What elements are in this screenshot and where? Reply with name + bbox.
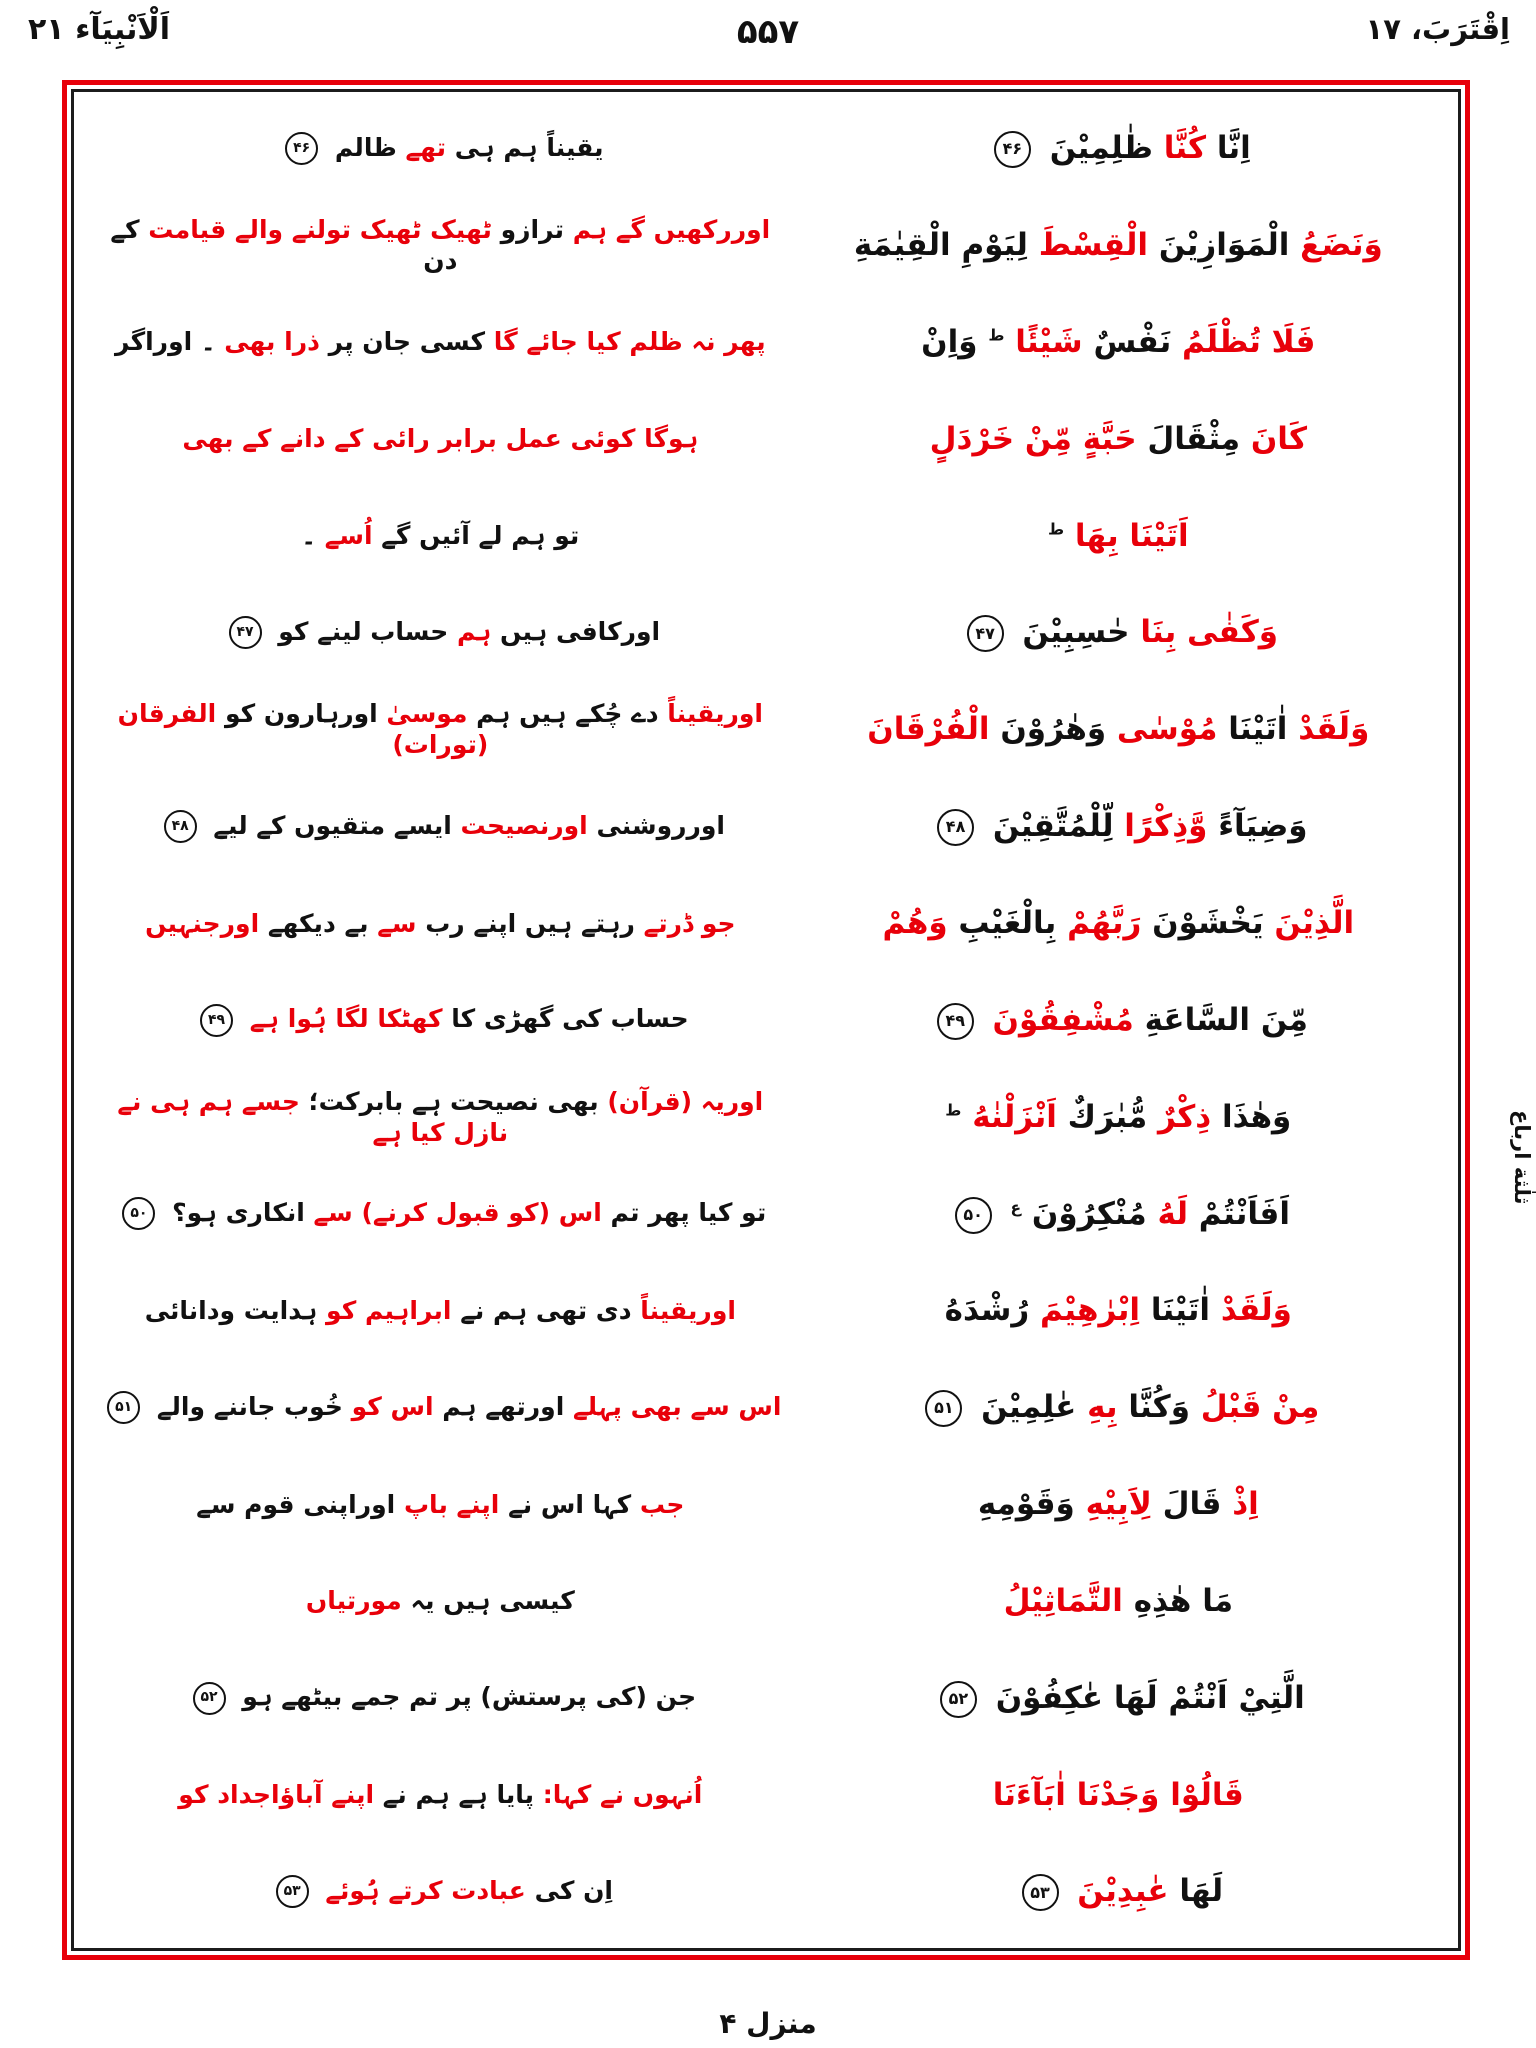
text-segment: ہوگا کوئی عمل برابر رائی کے دانے کے بھی	[182, 424, 699, 454]
text-segment: ظٰلِمِيْنَ	[1049, 130, 1153, 167]
text-segment: ذرا بھی	[224, 327, 320, 357]
urdu-translation-text	[88, 1779, 793, 1810]
verse-row	[88, 681, 1444, 778]
text-segment: جن (کی پرستش) پر تم جمے بیٹھے ہو	[242, 1682, 697, 1712]
verse-number-badge: ۵۱	[107, 1391, 140, 1424]
urdu-translation-text	[88, 1295, 793, 1326]
urdu-translation-text	[88, 1086, 793, 1149]
verse-number-badge: ۵۰	[955, 1197, 992, 1234]
text-segment: ط	[945, 1101, 962, 1120]
arabic-verse-text	[793, 419, 1444, 459]
text-segment: ط	[1047, 520, 1065, 539]
text-segment: اوریہ (قرآن)	[607, 1086, 764, 1116]
urdu-translation-text	[88, 1391, 793, 1425]
text-segment: لِيَوْمِ الْقِيٰمَةِ	[853, 227, 1028, 264]
text-segment: اس (کو قبول کرنے) سے	[313, 1197, 602, 1227]
text-segment: اُسے	[324, 521, 373, 551]
verse-number-badge: ۴۹	[200, 1004, 233, 1037]
urdu-translation-text	[88, 1197, 793, 1231]
text-segment: كَانَ	[1250, 420, 1307, 457]
text-segment: اِنَّا	[1216, 130, 1251, 167]
text-segment: اَتَيْنَا بِهَا	[1074, 517, 1189, 554]
text-segment: عٰلِمِيْنَ	[981, 1389, 1077, 1426]
text-segment: الفرقان (تورات)	[117, 699, 489, 760]
text-segment: لَهَا	[1179, 1873, 1224, 1910]
verse-number-badge: ۴۸	[937, 809, 974, 846]
verse-row	[88, 1746, 1444, 1843]
text-segment: وَهٰذَا	[1222, 1098, 1292, 1135]
verse-number-badge: ۴۷	[229, 616, 262, 649]
text-segment: حساب لینے کو	[278, 616, 449, 646]
verse-number-badge: ۵۲	[940, 1681, 977, 1718]
text-segment: اوراپنی قوم سے	[196, 1489, 396, 1519]
text-segment: کہا اس نے	[508, 1489, 632, 1519]
verse-rows	[88, 100, 1444, 1940]
text-segment: كُنَّا	[1163, 130, 1207, 167]
text-segment: اُنہوں نے کہا:	[542, 1780, 703, 1810]
verse-row	[88, 197, 1444, 294]
text-segment: مُنْكِرُوْنَ	[1031, 1195, 1147, 1232]
text-segment: ہدایت ودانائی	[144, 1295, 318, 1325]
text-segment: وَضِيَآءً	[1218, 808, 1308, 845]
verse-row	[88, 1843, 1444, 1940]
arabic-verse-text	[793, 1097, 1444, 1137]
arabic-verse-text	[793, 1871, 1444, 1911]
text-segment: الَّتِيْ اَنْتُمْ لَهَا عٰكِفُوْنَ	[995, 1679, 1305, 1716]
text-segment: ع	[1010, 1198, 1022, 1217]
text-segment: کسی جان پر	[328, 327, 486, 357]
text-segment: تھے	[405, 132, 447, 162]
text-segment: وَكُنَّا	[1128, 1389, 1190, 1426]
text-segment: پھر نہ ظلم کیا جائے گا	[493, 327, 766, 357]
text-segment: بِالْغَيْبِ	[958, 905, 1057, 942]
text-segment: بھی نصیحت ہے بابرکت؛	[308, 1086, 599, 1116]
text-segment: ترازو	[500, 215, 565, 245]
text-segment: بے دیکھے	[267, 908, 369, 938]
text-segment: اِبْرٰهِيْمَ	[1040, 1292, 1141, 1329]
verse-row	[88, 1262, 1444, 1359]
juz-header: اِقْتَرَبَ، ۱۷	[1365, 12, 1510, 46]
text-segment: وَكَفٰى بِنَا	[1140, 614, 1279, 651]
arabic-verse-text	[793, 516, 1444, 556]
text-segment: مَا هٰذِهِ	[1133, 1582, 1234, 1619]
text-segment: دی تھی ہم نے	[460, 1295, 632, 1325]
urdu-translation-text	[88, 214, 793, 277]
text-segment: اپنے آباؤاجداد کو	[178, 1780, 375, 1810]
text-segment: وَلَقَدْ	[1220, 1292, 1292, 1329]
text-segment: وَقَوْمِهِ	[977, 1486, 1075, 1523]
text-segment: قیامت	[148, 215, 227, 245]
text-segment: اورجنہیں	[145, 908, 260, 938]
verse-number-badge: ۵۳	[1022, 1874, 1059, 1911]
arabic-verse-text	[793, 709, 1444, 749]
text-segment: یقیناً ہم ہی	[454, 132, 604, 162]
verse-row	[88, 1165, 1444, 1262]
arabic-verse-text	[793, 1581, 1444, 1621]
margin-marker: ثلٰثة ارباع	[1510, 1110, 1534, 1205]
footer-manzil: منزل ۴	[719, 2007, 817, 2040]
text-segment: ظالم	[334, 132, 397, 162]
text-segment: حٰسِبِيْنَ	[1022, 614, 1130, 651]
text-segment: لِّلْمُتَّقِيْنَ	[992, 808, 1114, 845]
text-segment: اپنے باپ	[403, 1489, 500, 1519]
text-segment: ۔ اوراگر	[115, 327, 216, 357]
text-segment: يَخْشَوْنَ	[1152, 905, 1264, 942]
text-segment: عبادت کرتے ہُوئے	[325, 1875, 526, 1905]
text-segment: ط	[988, 326, 1005, 345]
text-segment: اورروشنی	[596, 810, 725, 840]
text-segment: اس کو	[351, 1391, 434, 1421]
verse-row	[88, 1359, 1444, 1456]
text-segment: حساب کی گھڑی کا	[451, 1004, 689, 1034]
text-segment: اَفَاَنْتُمْ	[1198, 1195, 1290, 1232]
verse-row	[88, 875, 1444, 972]
text-segment: اٰتَيْنَا	[1150, 1292, 1211, 1329]
text-segment: نَفْسٌ	[1093, 323, 1172, 360]
text-segment: ٹھیک ٹھیک تولنے والے	[234, 215, 492, 245]
urdu-translation-text	[88, 1003, 793, 1037]
page-number: ۵۵۷	[736, 12, 800, 52]
arabic-verse-text	[793, 1387, 1444, 1427]
text-segment: جسے ہم ہی نے نازل کیا ہے	[117, 1086, 509, 1147]
text-segment: حَبَّةٍ مِّنْ خَرْدَلٍ	[929, 420, 1137, 457]
verse-number-badge: ۴۶	[994, 131, 1031, 168]
verse-number-badge: ۵۳	[276, 1875, 309, 1908]
arabic-verse-text	[793, 1194, 1444, 1234]
text-segment: اِذْ	[1232, 1486, 1259, 1523]
urdu-translation-text	[88, 1681, 793, 1715]
arabic-verse-text	[793, 225, 1444, 265]
text-segment: مِّنَ السَّاعَةِ	[1144, 1001, 1308, 1038]
verse-number-badge: ۴۸	[164, 810, 197, 843]
text-segment: کھٹکا لگا ہُوا ہے	[249, 1004, 443, 1034]
text-segment: مُّبٰرَكٌ	[1067, 1098, 1148, 1135]
text-segment: پایا ہے ہم نے	[382, 1780, 534, 1810]
text-segment: جب	[639, 1489, 685, 1519]
text-segment: عٰبِدِيْنَ	[1077, 1873, 1169, 1910]
urdu-translation-text	[88, 326, 793, 357]
arabic-verse-text	[793, 806, 1444, 846]
verse-number-badge: ۴۶	[285, 132, 318, 165]
urdu-translation-text	[88, 616, 793, 650]
text-segment: الَّذِيْنَ	[1274, 905, 1355, 942]
verse-row	[88, 584, 1444, 681]
text-segment: وَاِنْ	[921, 323, 978, 360]
verse-row	[88, 391, 1444, 488]
urdu-translation-text	[88, 423, 793, 454]
text-segment: اٰتَيْنَا	[1228, 711, 1288, 748]
arabic-verse-text	[793, 1678, 1444, 1718]
verse-row	[88, 100, 1444, 197]
text-segment: تو ہم لے آئیں گے	[381, 521, 580, 551]
text-segment: ذِكْرٌ	[1158, 1098, 1212, 1135]
urdu-translation-text	[88, 908, 793, 939]
verse-number-badge: ۴۹	[937, 1003, 974, 1040]
arabic-verse-text	[793, 322, 1444, 362]
urdu-translation-text	[88, 698, 793, 761]
verse-row	[88, 972, 1444, 1069]
text-segment: اِن کی	[534, 1875, 614, 1905]
text-segment: الْفُرْقَانَ	[867, 711, 990, 748]
arabic-verse-text	[793, 612, 1444, 652]
verse-number-badge: ۴۷	[967, 615, 1004, 652]
text-segment: مُوْسٰى	[1116, 711, 1218, 748]
arabic-verse-text	[793, 128, 1444, 168]
text-segment: تو کیا پھر تم	[610, 1197, 767, 1227]
text-segment: اورنصیحت	[460, 810, 588, 840]
page-frame-inner	[71, 89, 1461, 1951]
text-segment: خُوب جاننے والے	[156, 1391, 343, 1421]
text-segment: ایسے متقیوں کے لیے	[213, 810, 452, 840]
verse-row	[88, 1068, 1444, 1165]
arabic-verse-text	[793, 1775, 1444, 1815]
arabic-verse-text	[793, 1290, 1444, 1330]
urdu-translation-text	[88, 1875, 793, 1909]
text-segment: وَلَقَدْ	[1298, 711, 1370, 748]
text-segment: اورکافی ہیں	[499, 616, 661, 646]
text-segment: الْقِسْطَ	[1038, 227, 1149, 264]
verse-row	[88, 294, 1444, 391]
text-segment: وَهٰرُوْنَ	[1000, 711, 1107, 748]
urdu-translation-text	[88, 520, 793, 551]
text-segment: مِنْ قَبْلُ	[1200, 1389, 1320, 1426]
text-segment: اَنْزَلْنٰهُ	[972, 1098, 1057, 1135]
text-segment: اوریقیناً	[640, 1295, 736, 1325]
text-segment: فَلَا تُظْلَمُ	[1182, 323, 1316, 360]
text-segment: اورتھے ہم	[442, 1391, 565, 1421]
text-segment: اوررکھیں گے ہم	[572, 215, 771, 245]
urdu-translation-text	[88, 1585, 793, 1616]
urdu-translation-text	[88, 1489, 793, 1520]
verse-number-badge: ۵۱	[925, 1390, 962, 1427]
text-segment: ۔	[301, 521, 317, 551]
verse-number-badge: ۵۲	[193, 1682, 226, 1715]
verse-row	[88, 778, 1444, 875]
text-segment: دے چُکے ہیں ہم	[476, 699, 659, 729]
text-segment: وَنَضَعُ	[1300, 227, 1383, 264]
page-frame	[62, 80, 1470, 1960]
text-segment: رَبَّهُمْ	[1067, 905, 1142, 942]
arabic-verse-text	[793, 1000, 1444, 1040]
text-segment: الْمَوَازِيْنَ	[1158, 227, 1290, 264]
verse-row	[88, 1456, 1444, 1553]
text-segment: بِهِ	[1087, 1389, 1118, 1426]
text-segment: کے دن	[110, 215, 458, 276]
text-segment: مِثْقَالَ	[1147, 420, 1241, 457]
text-segment: سے	[377, 908, 417, 938]
text-segment: قَالُوْا وَجَدْنَا اٰبَآءَنَا	[992, 1776, 1244, 1813]
verse-row	[88, 487, 1444, 584]
verse-row	[88, 1553, 1444, 1650]
text-segment: شَيْئًا	[1015, 323, 1083, 360]
text-segment: ہم	[456, 616, 492, 646]
arabic-verse-text	[793, 903, 1444, 943]
text-segment: لَهُ	[1157, 1195, 1188, 1232]
text-segment: ابراہیم کو	[326, 1295, 452, 1325]
surah-header: اَلْاَنْبِيَآء ۲۱	[28, 12, 171, 47]
arabic-verse-text	[793, 1484, 1444, 1524]
text-segment: رُشْدَهُ	[944, 1292, 1030, 1329]
text-segment: التَّمَاثِيْلُ	[1003, 1582, 1123, 1619]
text-segment: لِاَبِيْهِ	[1085, 1486, 1152, 1523]
text-segment: وَّذِكْرًا	[1124, 808, 1208, 845]
text-segment: مُشْفِقُوْنَ	[992, 1001, 1134, 1038]
text-segment: کیسی ہیں یہ	[410, 1586, 575, 1616]
text-segment: اوریقیناً	[667, 699, 763, 729]
text-segment: انکاری ہو؟	[172, 1197, 305, 1227]
urdu-translation-text	[88, 810, 793, 844]
text-segment: جو ڈرتے	[643, 908, 736, 938]
text-segment: موسیٰ	[386, 699, 468, 729]
text-segment: اس سے بھی پہلے	[573, 1391, 782, 1421]
text-segment: قَالَ	[1162, 1486, 1222, 1523]
text-segment: اورہارون کو	[224, 699, 378, 729]
verse-number-badge: ۵۰	[122, 1197, 155, 1230]
text-segment: وَهُمْ	[882, 905, 948, 942]
verse-row	[88, 1650, 1444, 1747]
text-segment: مورتیاں	[305, 1586, 402, 1616]
text-segment: رہتے ہیں اپنے رب	[425, 908, 635, 938]
urdu-translation-text	[88, 132, 793, 166]
